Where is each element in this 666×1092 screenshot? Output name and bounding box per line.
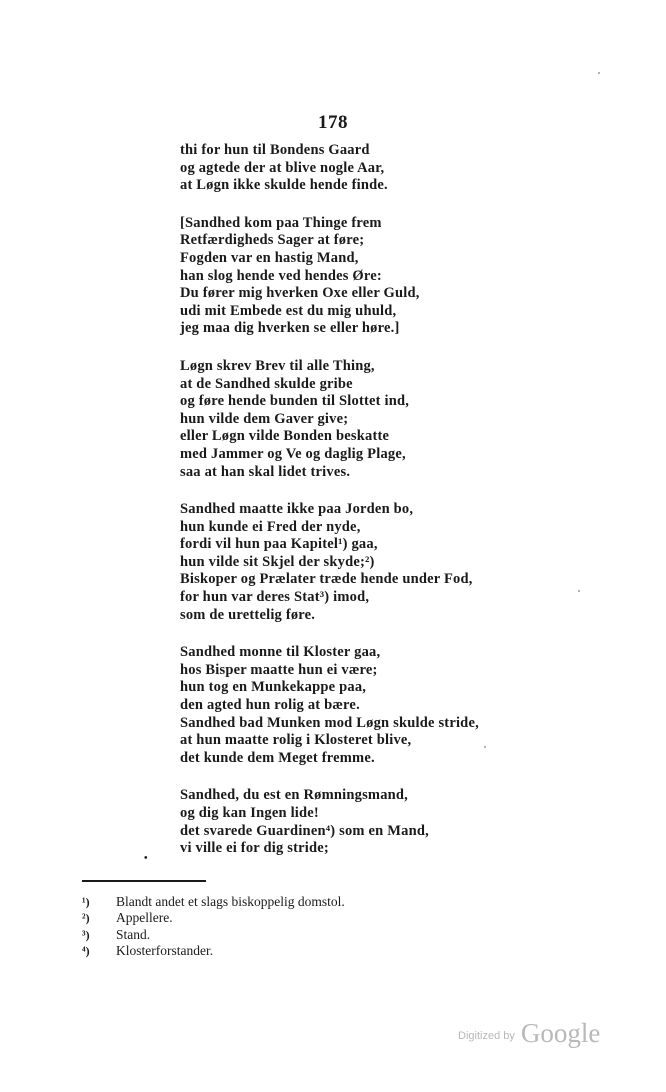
stanza [180, 501, 540, 624]
verse-line: den agted hun rolig at bære. [180, 697, 360, 714]
footnote-text: Klosterforstander. [116, 942, 214, 958]
verse-line: fordi vil hun paa Kapitel¹) gaa, [180, 536, 378, 553]
footnote-marker: ¹) [82, 895, 90, 909]
verse-line: jeg maa dig hverken se eller høre.] [180, 320, 400, 337]
digitized-watermark [458, 1018, 600, 1049]
footnote [82, 910, 482, 926]
stanza [180, 358, 540, 481]
verse-line: at hun maatte rolig i Klosteret blive, [180, 732, 412, 749]
verse-line: for hun var deres Stat³) imod, [180, 589, 370, 606]
verse-line: hun vilde sit Skjel der skyde;²) [180, 553, 375, 570]
page-number: 178 [318, 112, 348, 133]
footnotes [82, 894, 482, 959]
verse-line: Sandhed bad Munken mod Løgn skulde stride, [180, 714, 479, 731]
verse-line: hun kunde ei Fred der nyde, [180, 518, 361, 535]
scan-speck [598, 72, 600, 74]
scan-speck [578, 590, 580, 592]
footnote [82, 943, 482, 959]
footnote [82, 894, 482, 910]
verse-line: Løgn skrev Brev til alle Thing, [180, 357, 375, 374]
verse-line: udi mit Embede est du mig uhuld, [180, 302, 397, 319]
verse-line: saa at han skal lidet trives. [180, 463, 351, 480]
stanza [180, 787, 540, 857]
verse-line: [Sandhed kom paa Thinge frem [180, 214, 382, 231]
verse-line: at de Sandhed skulde gribe [180, 375, 353, 392]
verse-line: hun vilde dem Gaver give; [180, 410, 349, 427]
verse-line: med Jammer og Ve og daglig Plage, [180, 445, 406, 462]
stanza [180, 142, 540, 195]
verse-line: Du fører mig hverken Oxe eller Guld, [180, 285, 420, 302]
verse-line: at Løgn ikke skulde hende finde. [180, 177, 388, 194]
google-logo: Google [520, 1018, 601, 1048]
verse-line: Sandhed, du est en Rømningsmand, [180, 787, 408, 804]
footnote-marker: ⁴) [82, 943, 90, 958]
stanza [180, 215, 540, 338]
verse-line: Retfærdigheds Sager at føre; [180, 232, 365, 249]
verse-line: han slog hende ved hendes Øre: [180, 267, 382, 284]
footnote-divider [82, 880, 206, 882]
footnote-text: Appellere. [116, 910, 173, 926]
verse-line: Fogden var en hastig Mand, [180, 249, 359, 266]
scan-speck [484, 746, 486, 748]
footnote-marker: ³) [82, 927, 90, 942]
stray-mark: • [144, 853, 148, 864]
digitized-by-label: Digitized by [458, 1030, 515, 1042]
verse-line: eller Løgn vilde Bonden beskatte [180, 428, 390, 445]
verse-line: Sandhed monne til Kloster gaa, [180, 644, 381, 661]
verse-line: og dig kan Ingen lide! [180, 805, 319, 821]
verse-line: og agtede der at blive nogle Aar, [180, 159, 385, 176]
verse-line: vi ville ei for dig stride; [180, 840, 329, 857]
poem-body [180, 142, 540, 878]
footnote-text: Blandt andet et slags biskoppelig domstol. [116, 894, 345, 909]
verse-line: som de urettelig føre. [180, 606, 316, 623]
footnote [82, 927, 482, 943]
verse-line: hun tog en Munkekappe paa, [180, 679, 367, 696]
verse-line: Biskoper og Prælater træde hende under Fod, [180, 571, 473, 588]
verse-line: thi for hun til Bondens Gaard [180, 142, 370, 158]
verse-line: Sandhed maatte ikke paa Jorden bo, [180, 501, 414, 518]
verse-line: det kunde dem Meget fremme. [180, 749, 375, 766]
footnote-text: Stand. [116, 926, 151, 942]
verse-line: det svarede Guardinen⁴) som en Mand, [180, 822, 429, 839]
verse-line: hos Bisper maatte hun ei være; [180, 661, 378, 678]
footnote-marker: ²) [82, 911, 90, 926]
stanza [180, 644, 540, 767]
verse-line: og føre hende bunden til Slottet ind, [180, 393, 410, 410]
